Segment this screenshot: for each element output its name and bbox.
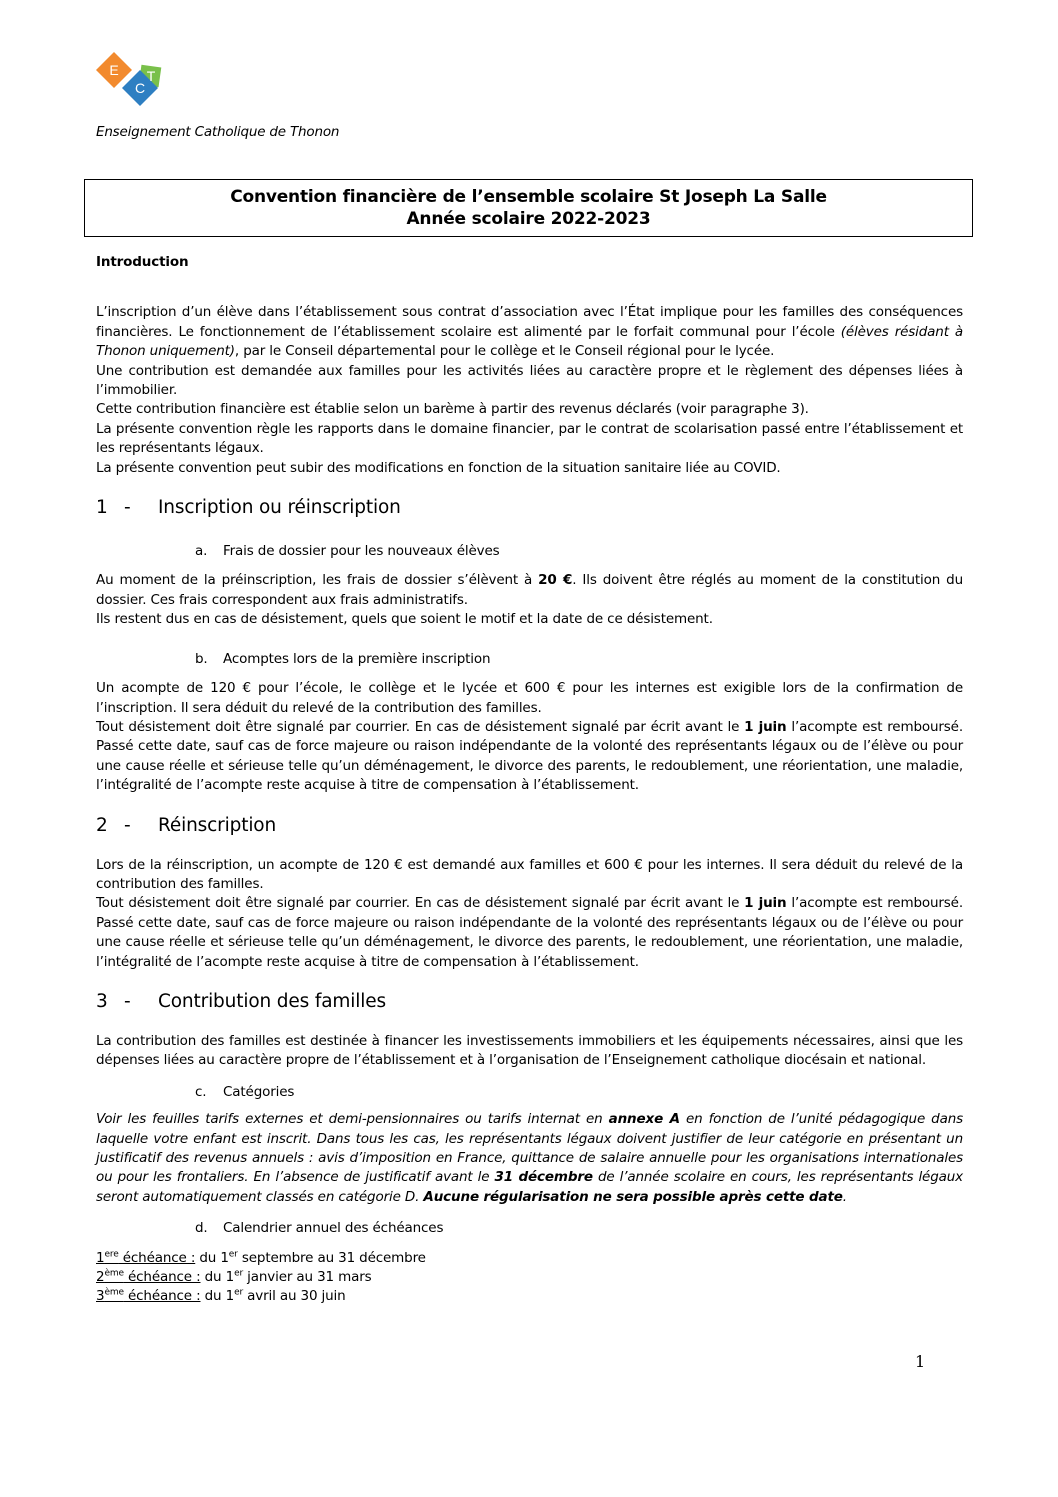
section-1-title: Inscription ou réinscription [158,497,401,519]
page-number: 1 [915,1352,926,1371]
section-1-number: 1 [96,497,108,519]
subsection-c-letter: c. [195,1083,207,1100]
logo-letter-t: T [146,68,156,84]
section-2-heading [96,814,963,838]
section-1-dash: - [124,497,131,519]
subsection-b-heading [96,650,963,669]
payment-schedule [96,1249,963,1306]
subsection-d-title: Calendrier annuel des échéances [223,1220,444,1237]
school-year: Année scolaire 2022-2023 [406,209,651,229]
section-2-title: Réinscription [158,814,277,836]
document-title: Convention financière de l’ensemble scolaire St Joseph La Salle [230,187,827,207]
section-2-paragraph-1: Lors de la réinscription, un acompte de 120 € est demandé aux familles et 600 € pour les internes. Il sera déduit du relevé de la contribution des familles. [96,856,963,892]
intro-p1-text-a: L’inscription d’un élève dans l’établissement sous contrat d’association avec l’État implique pour les familles des conséquences financières. Le fonctionnement de l’établissement scolaire est alimenté par le forfait communal pour l’école [96,304,963,340]
section-2-paragraph-2 [96,894,963,972]
section-1b-paragraph-2 [96,718,963,796]
section-1b-paragraph-1: Un acompte de 120 € pour l’école, le collège et le lycée et 600 € pour les internes est exigible lors de la confirmation de l’inscription. Il sera déduit du relevé de la contribution des familles. [96,680,963,716]
subsection-a-heading [96,542,963,561]
schedule-item-2: 2ème échéance : du 1er janvier au 31 mars [96,1268,372,1285]
s1b-deadline: 1 juin [744,718,787,735]
section-3-heading [96,990,963,1014]
section-1a-paragraph-1 [96,571,963,610]
intro-p1-italic: (élèves résidant à Thonon uniquement) [96,323,963,360]
s1a-p1-pre: Au moment de la préinscription, les frais de dossier s’élèvent à [96,572,539,589]
section-1-heading [96,496,963,520]
annexe-reference: annexe A [608,1111,680,1128]
s1a-p1-post: . Ils doivent être réglés au moment de la constitution du dossier. Ces frais correspondent aux frais administratifs. [96,572,963,608]
schedule-item-3: 3ème échéance : du 1er avril au 30 juin [96,1287,346,1304]
s2-deadline: 1 juin [744,895,787,912]
cat-text-a: Voir les feuilles tarifs externes et demi-pensionnaires ou tarifs internat en [96,1111,609,1128]
s1a-fee-amount: 20 € [538,572,573,589]
cat-no-regularisation: Aucune régularisation ne sera possible après cette date [423,1188,843,1205]
cat-deadline: 31 décembre [494,1169,593,1186]
s2-p2-pre: Tout désistement doit être signalé par courrier. En cas de désistement signalé par écrit avant le [96,895,745,912]
cat-text-c: de l’année scolaire en cours, les représentants légaux seront automatiquement classés en catégorie D. [96,1169,963,1205]
subsection-a-letter: a. [195,543,208,560]
schedule-2-label: 2ème échéance : [96,1268,201,1285]
subsection-c-title: Catégories [223,1083,295,1100]
schedule-3-label: 3ème échéance : [96,1287,201,1304]
section-2-number: 2 [96,814,108,836]
s2-p2-post: l’acompte est remboursé. Passé cette date, sauf cas de force majeure ou raison indépendante de la volonté des représentants légaux ou de l’élève ou pour une cause réelle et sérieuse telle qu’un déménagement, le divorce des parents, le redoublement, une réorientation, une maladie, l’intégralité de l’acompte reste acquise à titre de compensation à l’établissement. [96,895,963,970]
subsection-b-title: Acomptes lors de la première inscription [223,650,491,667]
section-3-number: 3 [96,990,108,1012]
subsection-c-heading [96,1083,963,1102]
cat-text-b: en fonction de l’unité pédagogique dans laquelle votre enfant est inscrit. Dans tous les cas, les représentants légaux doivent justifier de leur catégorie en présentant un justificatif des revenus annuels : avis d’imposition en France, quittance de salaire annuelle pour les organisations internationales ou pour les frontaliers. En l’absence de justificatif avant le [96,1111,963,1186]
section-3-dash: - [124,990,131,1012]
title-box [84,179,973,237]
logo-letter-e: E [109,62,119,78]
logo-caption: Enseignement Catholique de Thonon [96,124,340,140]
section-2-dash: - [124,814,131,836]
intro-paragraph-4: La présente convention règle les rapports dans le domaine financier, par le contrat de scolarisation passé entre l’établissement et les représentants légaux. [96,420,963,457]
intro-p1-text-b: , par le Conseil départemental pour le collège et le Conseil régional pour le lycée. [234,343,775,360]
intro-paragraph-3: Cette contribution financière est établie selon un barème à partir des revenus déclarés (voir paragraphe 3). [96,401,809,418]
intro-heading: Introduction [96,254,189,270]
schedule-item-1: 1ere échéance : du 1er septembre au 31 décembre [96,1249,426,1266]
section-1a-paragraph-2: Ils restent dus en cas de désistement, quels que soient le motif et la date de ce désistement. [96,611,713,628]
schedule-1-label: 1ere échéance : [96,1249,196,1266]
subsection-d-letter: d. [195,1220,208,1237]
intro-paragraph-1 [96,303,963,361]
s1b-p2-post: l’acompte est remboursé. Passé cette date, sauf cas de force majeure ou raison indépendante de la volonté des représentants légaux ou de l’élève ou pour une cause réelle et sérieuse telle qu’un déménagement, le divorce des parents, le redoublement, une réorientation, une maladie, l’intégralité de l’acompte reste acquise à titre de compensation à l’établissement. [96,718,963,794]
logo-letter-c: C [134,80,146,96]
intro-paragraph-5: La présente convention peut subir des modifications en fonction de la situation sanitaire liée au COVID. [96,459,781,476]
section-3-paragraph-1: La contribution des familles est destinée à financer les investissements immobiliers et les équipements nécessaires, ainsi que les dépenses liées au caractère propre de l’établissement et à l’organisation de l’Enseignement catholique diocésain et national. [96,1032,963,1069]
document-body [96,253,963,1306]
subsection-d-heading [96,1219,963,1238]
section-3-title: Contribution des familles [158,990,386,1012]
cat-text-end: . [842,1188,847,1205]
s1b-p2-pre: Tout désistement doit être signalé par courrier. En cas de désistement signalé par écrit avant le [96,718,745,735]
intro-paragraph-2: Une contribution est demandée aux familles pour les activités liées au caractère propre et le règlement des dépenses liées à l’immobilier. [96,362,963,399]
subsection-a-title: Frais de dossier pour les nouveaux élèves [223,543,500,560]
etc-logo [96,52,180,120]
categories-paragraph [96,1110,963,1207]
subsection-b-letter: b. [195,650,208,667]
